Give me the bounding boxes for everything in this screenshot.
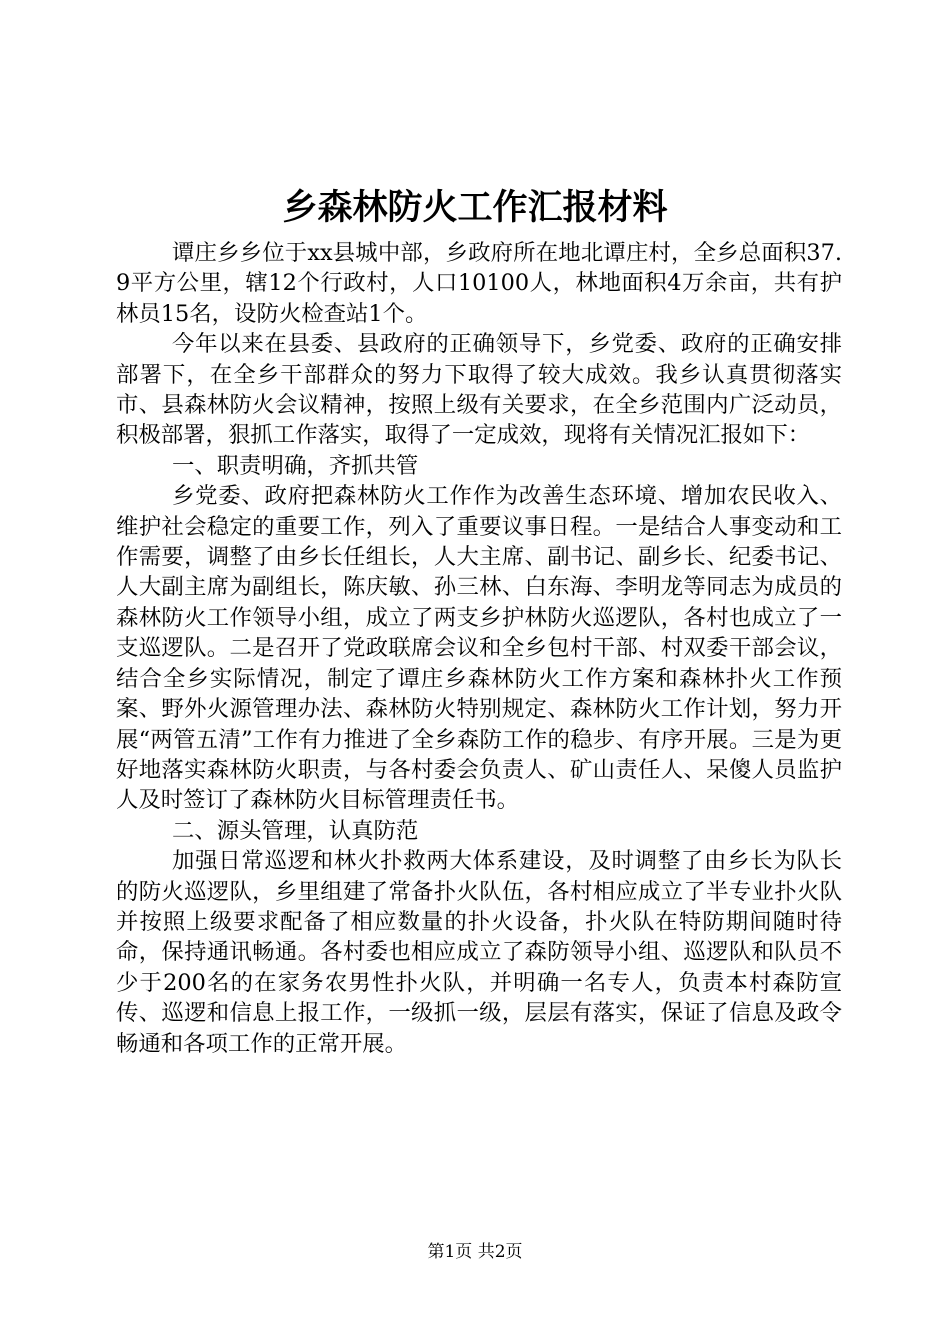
section-heading-1: 一、职责明确，齐抓共管: [172, 452, 419, 479]
page-footer: 第1页 共2页: [427, 1242, 523, 1262]
paragraph-section-1: 乡党委、政府把森林防火工作作为改善生态环境、增加农民收入、维护社会稳定的重要工作，列入了重要议事日程。一是结合人事变动和工作需要，调整了由乡长任组长，人大主席、副书记、副乡长、纪委书记、人大副主席为副组长，陈庆敏、孙三林、白东海、李明龙等同志为成员的森林防火工作领导小组，成立了两支乡护林防火巡逻队，各村也成立了一支巡逻队。二是召开了党政联席会议和全乡包村干部、村双委干部会议，结合全乡实际情况，制定了谭庄乡森林防火工作方案和森林扑火工作预案、野外火源管理办法、森林防火特别规定、森林防火工作计划，努力开展“两管五清”工作有力推进了全乡森防工作的稳步、有序开展。三是为更好地落实森林防火职责，与各村委会负责人、矿山责任人、呆傻人员监护人及时签订了森林防火目标管理责任书。: [116, 483, 842, 814]
document-title: 乡森林防火工作汇报材料: [282, 188, 668, 228]
document-body: [116, 238, 842, 1059]
paragraph-section-2: 加强日常巡逻和林火扑救两大体系建设，及时调整了由乡长为队长的防火巡逻队，乡里组建了常备扑火队伍，各村相应成立了半专业扑火队并按照上级要求配备了相应数量的扑火设备，扑火队在特防期间随时待命，保持通讯畅通。各村委也相应成立了森防领导小组、巡逻队和队员不少于200名的在家务农男性扑火队，并明确一名专人，负责本村森防宣传、巡逻和信息上报工作，一级抓一级，层层有落实，保证了信息及政令畅通和各项工作的正常开展。: [116, 848, 842, 1057]
paragraph-intro: 谭庄乡乡位于xx县城中部，乡政府所在地北谭庄村，全乡总面积37.9平方公里，辖12个行政村，人口10100人，林地面积4万余亩，共有护林员15名，设防火检查站1个。: [116, 240, 842, 327]
section-heading-2: 二、源头管理，认真防范: [172, 817, 419, 844]
paragraph-overview: 今年以来在县委、县政府的正确领导下，乡党委、政府的正确安排部署下，在全乡干部群众的努力下取得了较大成效。我乡认真贯彻落实市、县森林防火会议精神，按照上级有关要求，在全乡范围内广泛动员，积极部署，狠抓工作落实，取得了一定成效，现将有关情况汇报如下：: [116, 331, 842, 449]
